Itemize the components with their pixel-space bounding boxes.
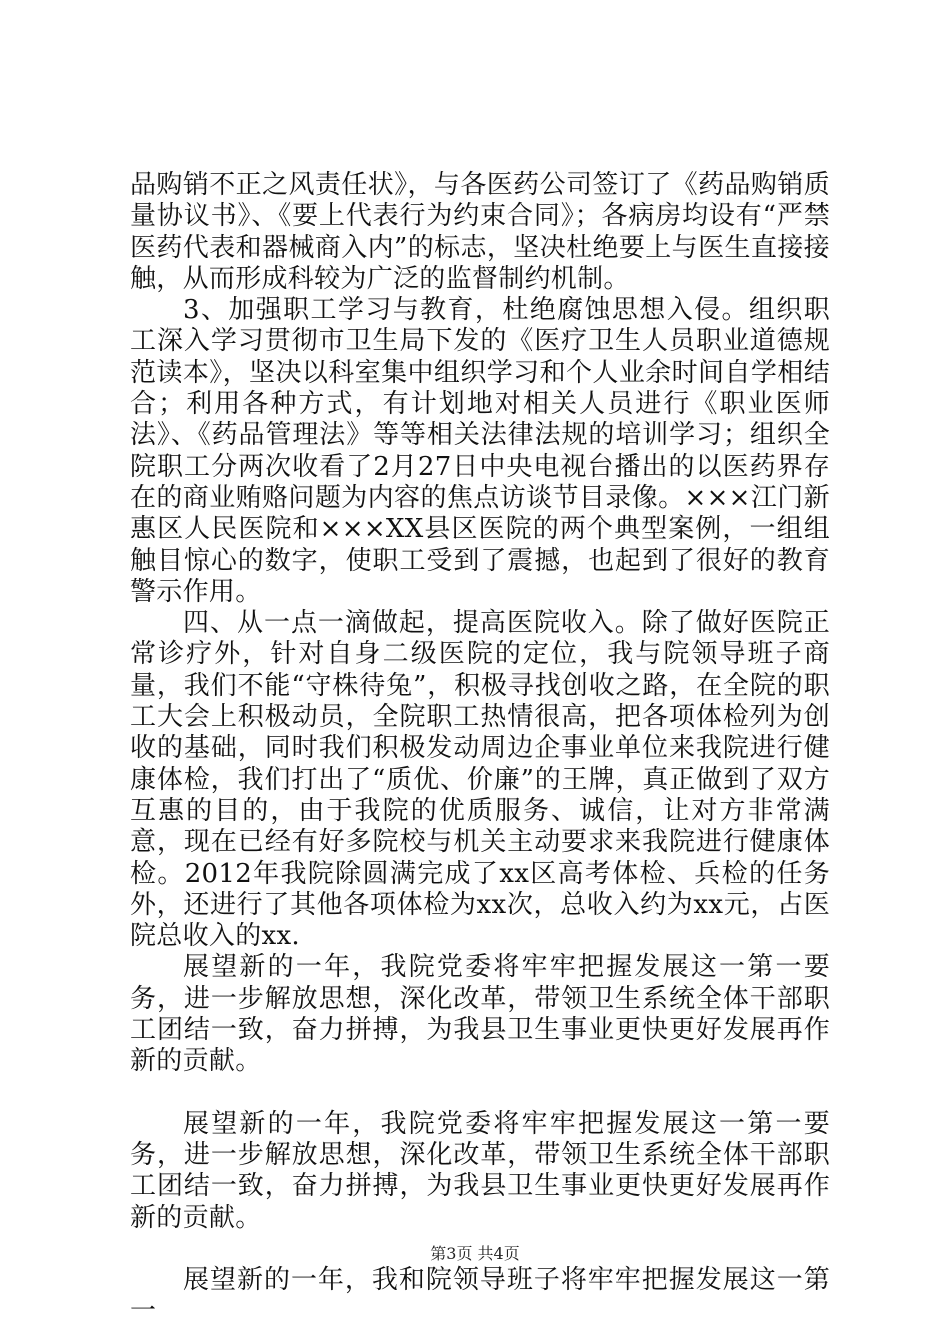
paragraph-1: 品购销不正之风责任状》，与各医药公司签订了《药品购销质量协议书》、《要上代表行为约束合同》；各病房均设有“严禁医药代表和器械商入内”的标志，坚决杜绝要上与医生直接接触，从而形成科较为广泛的监督制约机制。 xyxy=(130,170,830,294)
paragraph-3: 四、从一点一滴做起，提高医院收入。除了做好医院正常诊疗外，针对自身二级医院的定位，我与院领导班子商量，我们不能“守株待兔”，积极寻找创收之路，在全院的职工大会上积极动员，全院职工热情很高，把各项体检列为创收的基础，同时我们积极发动周边企事业单位来我院进行健康体检，我们打出了“质优、价廉”的王牌，真正做到了双方互惠的目的，由于我院的优质服务、诚信，让对方非常满意，现在已经有好多院校与机关主动要求来我院进行健康体检。2012年我院除圆满完成了xx区高考体检、兵检的任务外，还进行了其他各项体检为xx次，总收入约为xx元，占医院总收入的xx. xyxy=(130,608,830,952)
paragraph-2: 3、加强职工学习与教育，杜绝腐蚀思想入侵。组织职工深入学习贯彻市卫生局下发的《医疗卫生人员职业道德规范读本》，坚决以科室集中组织学习和个人业余时间自学相结合；利用各种方式，有计划地对相关人员进行《职业医师法》、《药品管理法》等等相关法律法规的培训学习；组织全院职工分两次收看了2月27日中央电视台播出的以医药界存在的商业贿赂问题为内容的焦点访谈节目录像。×××江门新惠区人民医院和×××XX县区医院的两个典型案例，一组组触目惊心的数字，使职工受到了震撼，也起到了很好的教育警示作用。 xyxy=(130,295,830,607)
paragraph-5: 展望新的一年，我院党委将牢牢把握发展这一第一要务，进一步解放思想，深化改革，带领卫生系统全体干部职工团结一致，奋力拼搏，为我县卫生事业更快更好发展再作新的贡献。 xyxy=(130,1108,830,1233)
paragraph-4: 展望新的一年，我院党委将牢牢把握发展这一第一要务，进一步解放思想，深化改革，带领卫生系统全体干部职工团结一致，奋力拼搏，为我县卫生事业更快更好发展再作新的贡献。 xyxy=(130,952,830,1077)
page-number-footer: 第3页 共4页 xyxy=(430,1244,520,1263)
paragraph-6: 展望新的一年，我和院领导班子将牢牢把握发展这一第一 xyxy=(130,1264,830,1327)
document-body xyxy=(130,170,830,1327)
